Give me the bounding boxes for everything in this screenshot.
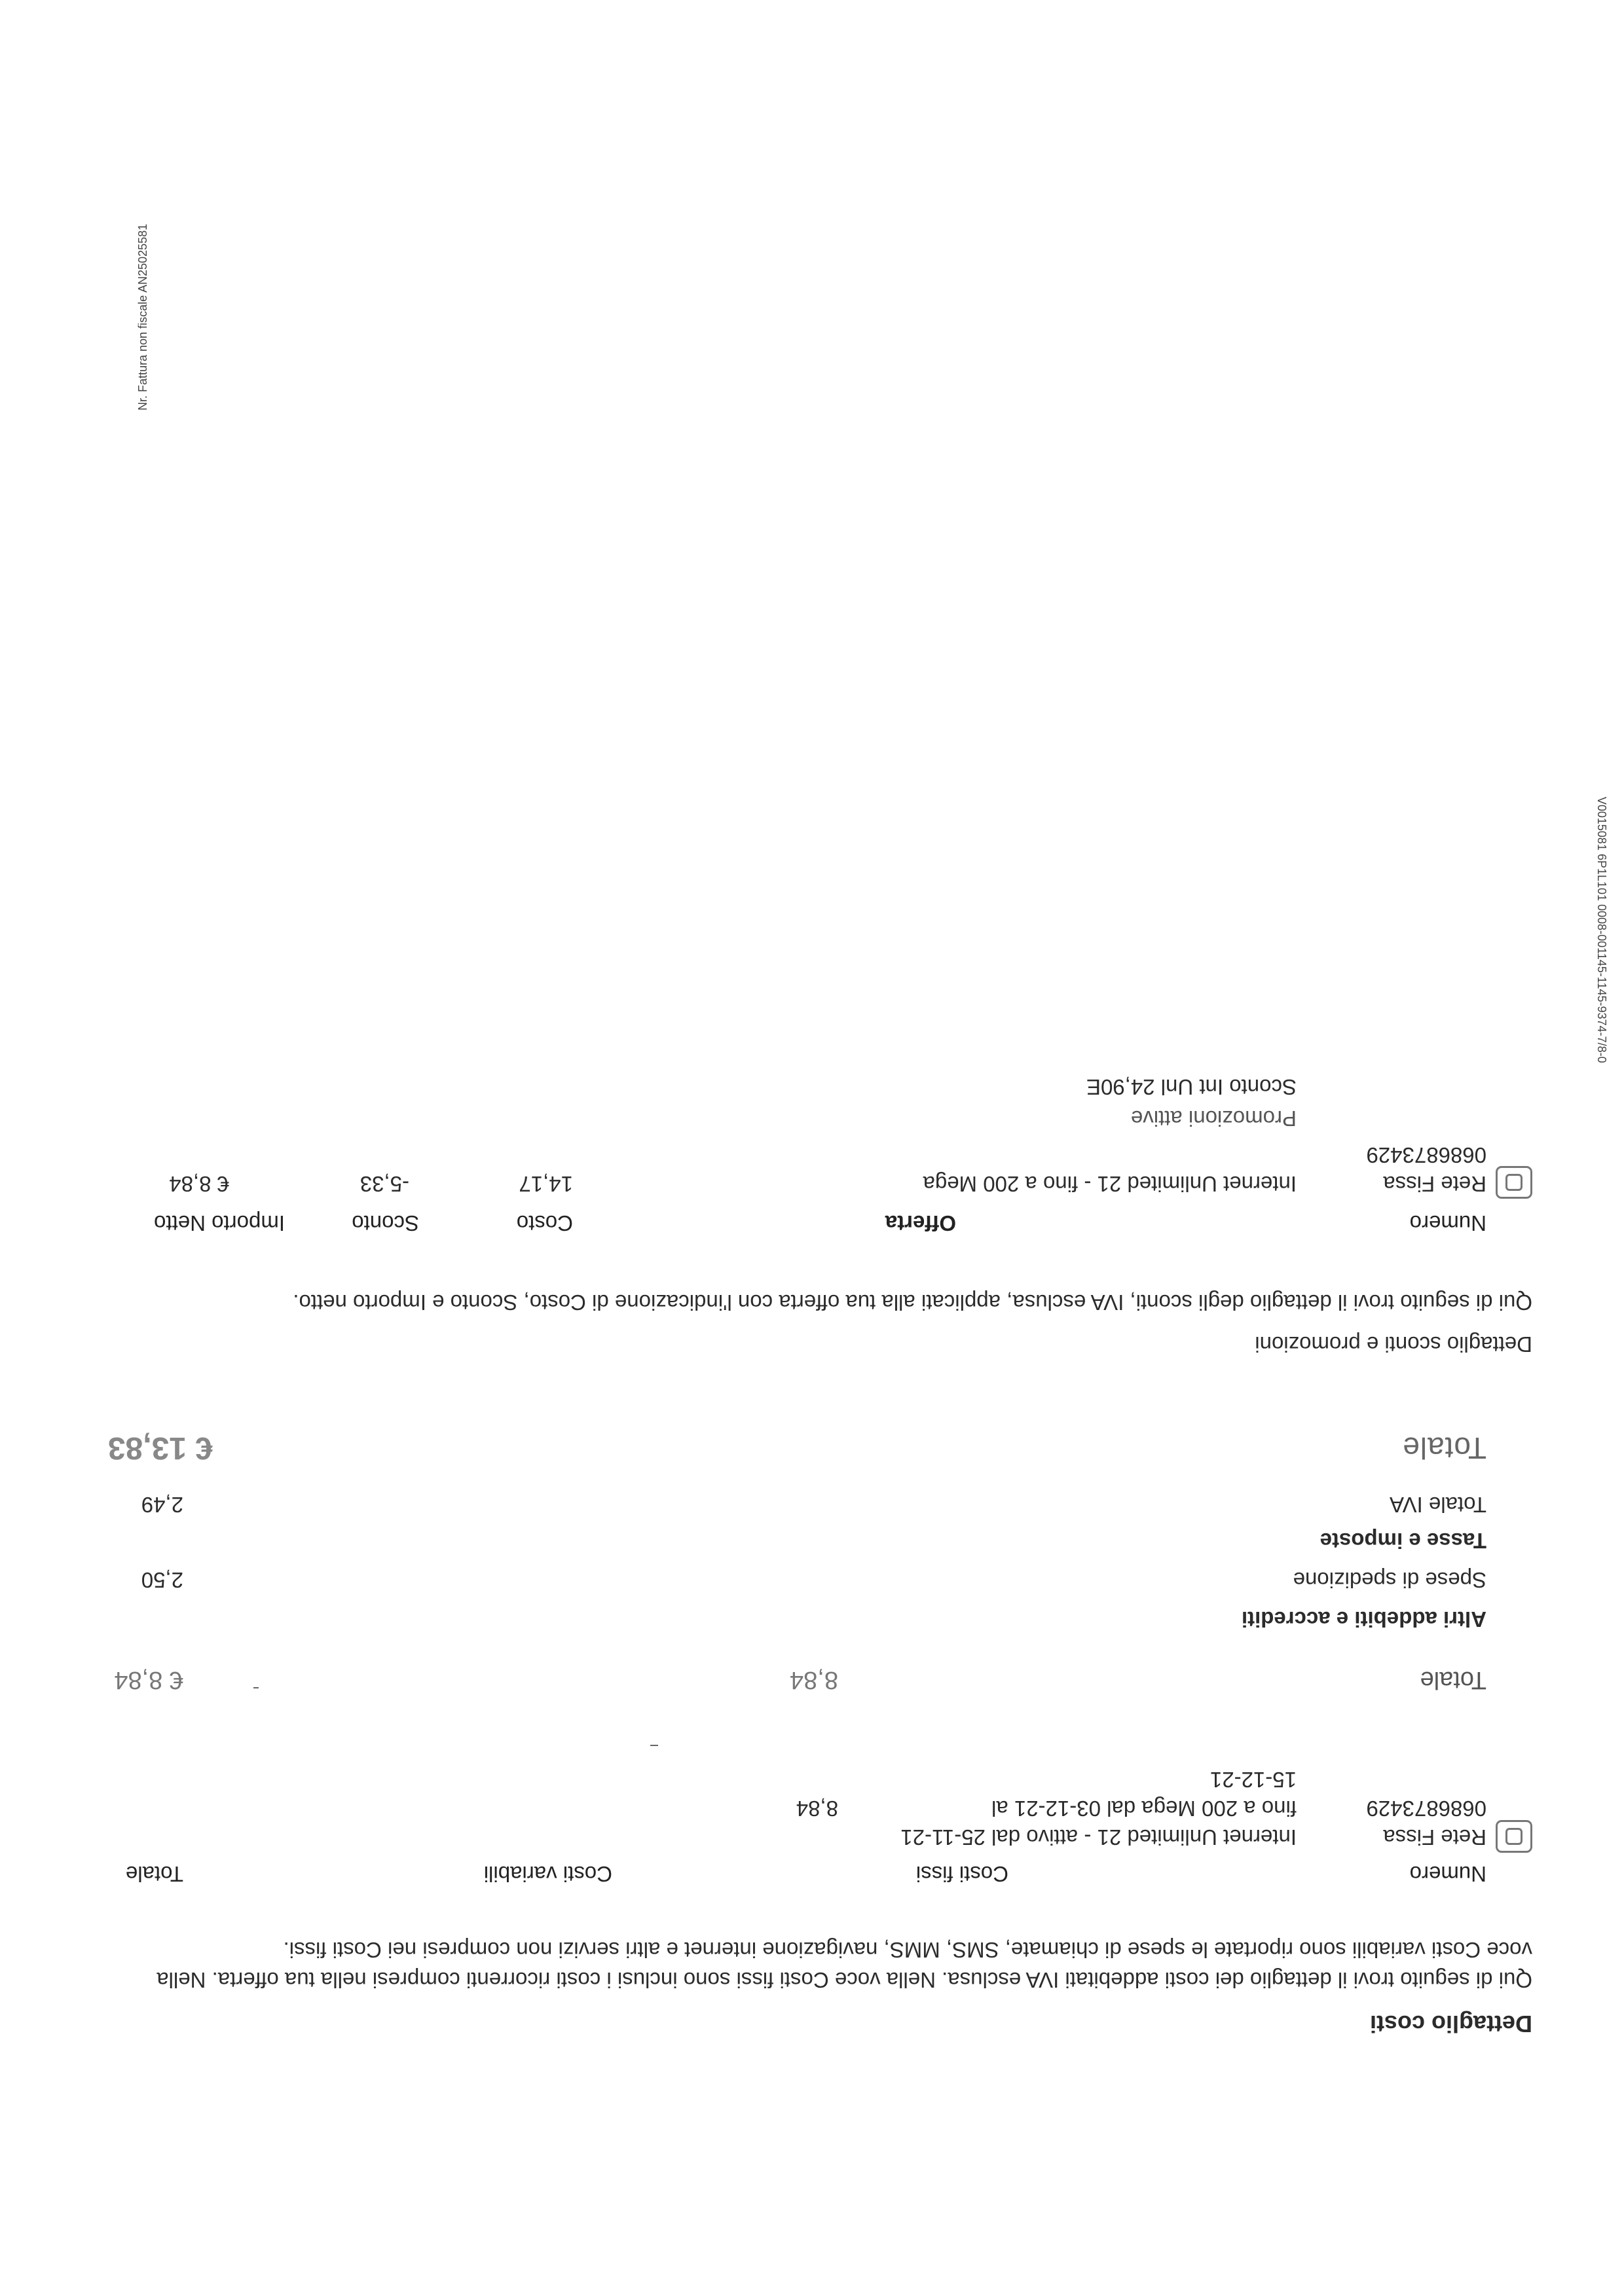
grand-total-value: € 13,83 [107, 1430, 213, 1465]
costs-row-phone: 0686873429 [1366, 1796, 1486, 1821]
document-code-note: V0015081 6P1L101 0008-001145-1145-9374-7/8-0 [1595, 797, 1608, 1063]
discounts-intro-text: Qui di seguito trovi il dettaglio degli sconti, IVA esclusa, applicati alla tua offerta con l'indicazione di Costo, Sconto e Importo netto. [293, 1290, 1532, 1315]
discounts-header-discount: Sconto [352, 1211, 419, 1235]
scan-mark [650, 1745, 658, 1746]
costs-row-description-line1: Internet Unlimited 21 - attivo dal 25-11-21 [900, 1825, 1297, 1850]
discounts-header-cost: Costo [516, 1211, 573, 1235]
discounts-header-offer: Offerta [885, 1211, 956, 1235]
invoice-number-note: Nr. Fattura non fiscale AN25025581 [136, 223, 149, 410]
vat-value: 2,49 [141, 1493, 183, 1517]
discounts-section-title: Dettaglio sconti e promozioni [1255, 1332, 1532, 1357]
active-promotion-item: Sconto Int Unl 24,90E [1086, 1075, 1297, 1099]
discounts-header-net: Importo Netto [154, 1211, 285, 1235]
grand-total-label: Totale [1402, 1431, 1486, 1465]
costs-header-variable: Costi variabili [483, 1862, 612, 1886]
costs-subtotal-total: € 8,84 [114, 1666, 183, 1694]
costs-intro-text: Qui di seguito trovi il dettaglio dei costi addebitati IVA esclusa. Nella voce Costi fissi sono inclusi i costi ricorrenti compresi nella tua offerta. Nella voce Costi variabili sono riportate le spese di chiamate, SMS, MMS, navigazione internet e altri servizi non compresi nei Costi fissi. [157, 1938, 1532, 1992]
costs-subtotal-fixed: 8,84 [790, 1666, 838, 1694]
costs-header-number: Numero [1409, 1862, 1486, 1886]
active-promotions-title: Promozioni attive [1130, 1106, 1297, 1131]
costs-section-title: Dettaglio costi [1369, 2011, 1532, 2037]
taxes-title: Tasse e imposte [1320, 1529, 1486, 1553]
costs-row-type: Rete Fissa [1383, 1825, 1486, 1850]
shipping-value: 2,50 [141, 1568, 183, 1592]
landline-phone-icon [1496, 1166, 1532, 1199]
shipping-label: Spese di spedizione [1293, 1568, 1486, 1592]
discounts-header-number: Numero [1409, 1211, 1486, 1235]
costs-row-description-line3: 15-12-21 [1209, 1768, 1297, 1792]
other-charges-title: Altri addebiti e accrediti [1241, 1607, 1486, 1631]
costs-subtotal-label: Totale [1420, 1666, 1486, 1694]
discounts-row-net: € 8,84 [169, 1172, 229, 1196]
discounts-row-discount: -5,33 [360, 1172, 409, 1196]
landline-phone-icon [1496, 1820, 1532, 1853]
scan-mark [253, 1687, 259, 1688]
costs-row-description-line2: fino a 200 Mega dal 03-12-21 al [991, 1796, 1297, 1821]
discounts-row-cost: 14,17 [519, 1172, 573, 1196]
vat-label: Totale IVA [1390, 1493, 1486, 1517]
discounts-row-type: Rete Fissa [1383, 1172, 1486, 1196]
costs-header-fixed: Costi fissi [915, 1862, 1008, 1886]
discounts-row-offer: Internet Unlimited 21 - fino a 200 Mega [923, 1172, 1297, 1196]
costs-header-total: Totale [125, 1862, 183, 1886]
costs-row-amount: 8,84 [796, 1796, 838, 1821]
discounts-row-phone: 0686873429 [1366, 1143, 1486, 1167]
